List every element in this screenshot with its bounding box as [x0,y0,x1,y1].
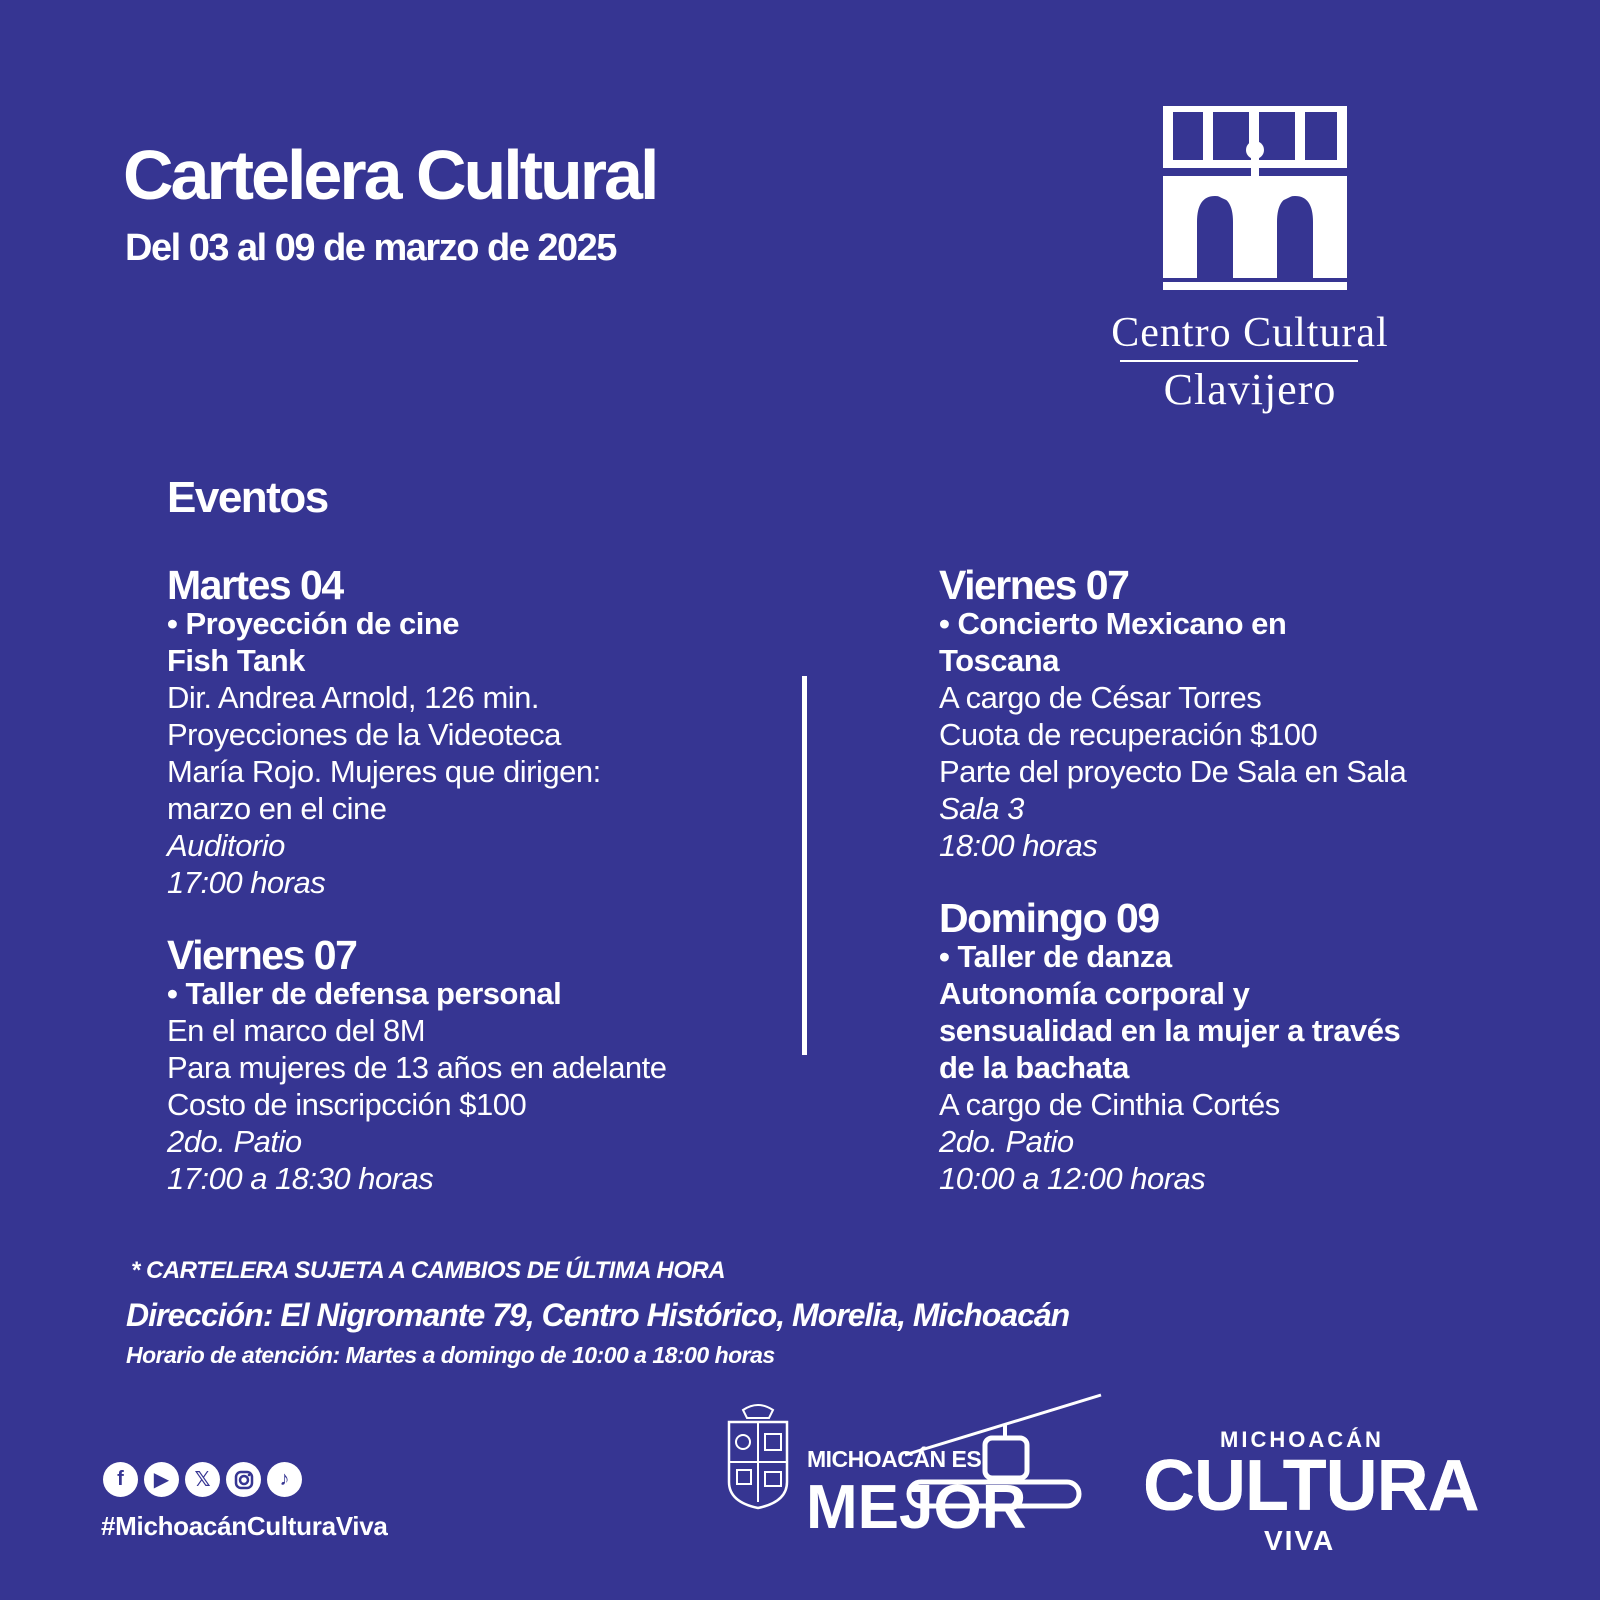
event-type: Toscana [939,643,1059,678]
date-range: Del 03 al 09 de marzo de 2025 [125,227,616,269]
event-detail: María Rojo. Mujeres que dirigen: [167,754,601,789]
cultura-logo-top: MICHOACÁN [1220,1427,1384,1452]
event-detail: Cuota de recuperación $100 [939,717,1318,752]
event-detail: Costo de inscripcción $100 [167,1087,527,1122]
event-venue: 2do. Patio [939,1124,1074,1159]
cultura-logo-bottom: VIVA [1264,1525,1336,1556]
event-type: • Taller de danza [939,939,1172,974]
cable-car-icon [905,1390,1105,1515]
address-text: Dirección: El Nigromante 79, Centro Histórico, Morelia, Michoacán [126,1297,1070,1333]
fountain-arches-icon [1163,100,1347,296]
event-detail: Proyecciones de la Videoteca [167,717,561,752]
event-detail: Parte del proyecto De Sala en Sala [939,754,1407,789]
tiktok-icon[interactable]: ♪ [267,1462,302,1497]
event-day: Viernes 07 [167,932,357,978]
event-time: 10:00 a 12:00 horas [939,1161,1206,1196]
logo-text-centro-cultural: Centro Cultural [1111,310,1389,356]
page-title: Cartelera Cultural [123,136,657,214]
event-venue: Sala 3 [939,791,1024,826]
event-detail: marzo en el cine [167,791,387,826]
event-time: 17:00 horas [167,865,326,900]
event-name: sensualidad en la mujer a través [939,1013,1401,1048]
event-time: 17:00 a 18:30 horas [167,1161,434,1196]
event-type: • Proyección de cine [167,606,460,641]
facebook-icon[interactable]: f [103,1462,138,1497]
event-venue: 2do. Patio [167,1124,302,1159]
column-divider [802,676,807,1055]
logo-text-clavijero: Clavijero [1163,365,1337,414]
event-block [167,562,601,901]
event-day: Viernes 07 [939,562,1129,608]
michoacan-shield-icon [725,1390,791,1515]
event-detail: Dir. Andrea Arnold, 126 min. [167,680,540,715]
gov-logo-big-text: MEJOR [806,1473,1027,1542]
event-name: Fish Tank [167,643,305,678]
event-detail: A cargo de César Torres [939,680,1262,715]
event-venue: Auditorio [167,828,285,863]
event-time: 18:00 horas [939,828,1098,863]
cultura-logo-main: CULTURA [1143,1446,1479,1526]
x-icon[interactable]: 𝕏 [185,1462,220,1497]
event-block [939,562,1407,864]
event-detail: En el marco del 8M [167,1013,426,1048]
event-block [939,895,1401,1197]
event-day: Domingo 09 [939,895,1159,941]
logo-divider [1120,360,1358,362]
event-type: • Concierto Mexicano en [939,606,1287,641]
event-name: de la bachata [939,1050,1129,1085]
disclaimer-note: * CARTELERA SUJETA A CAMBIOS DE ÚLTIMA HORA [131,1257,726,1284]
event-name: Autonomía corporal y [939,976,1250,1011]
event-block [167,932,667,1197]
section-title: Eventos [167,473,328,522]
instagram-icon[interactable] [226,1462,261,1497]
social-icons [103,1462,302,1497]
gov-logo-small-text: MICHOACÁN ES [807,1446,982,1472]
hashtag-text: #MichoacánCulturaViva [101,1511,388,1541]
clavijero-logo [1050,100,1450,412]
event-day: Martes 04 [167,562,343,608]
event-type: • Taller de defensa personal [167,976,562,1011]
event-detail: A cargo de Cinthia Cortés [939,1087,1280,1122]
youtube-icon[interactable]: ▶ [144,1462,179,1497]
opening-hours: Horario de atención: Martes a domingo de 10:00 a 18:00 horas [126,1342,775,1368]
event-detail: Para mujeres de 13 años en adelante [167,1050,667,1085]
